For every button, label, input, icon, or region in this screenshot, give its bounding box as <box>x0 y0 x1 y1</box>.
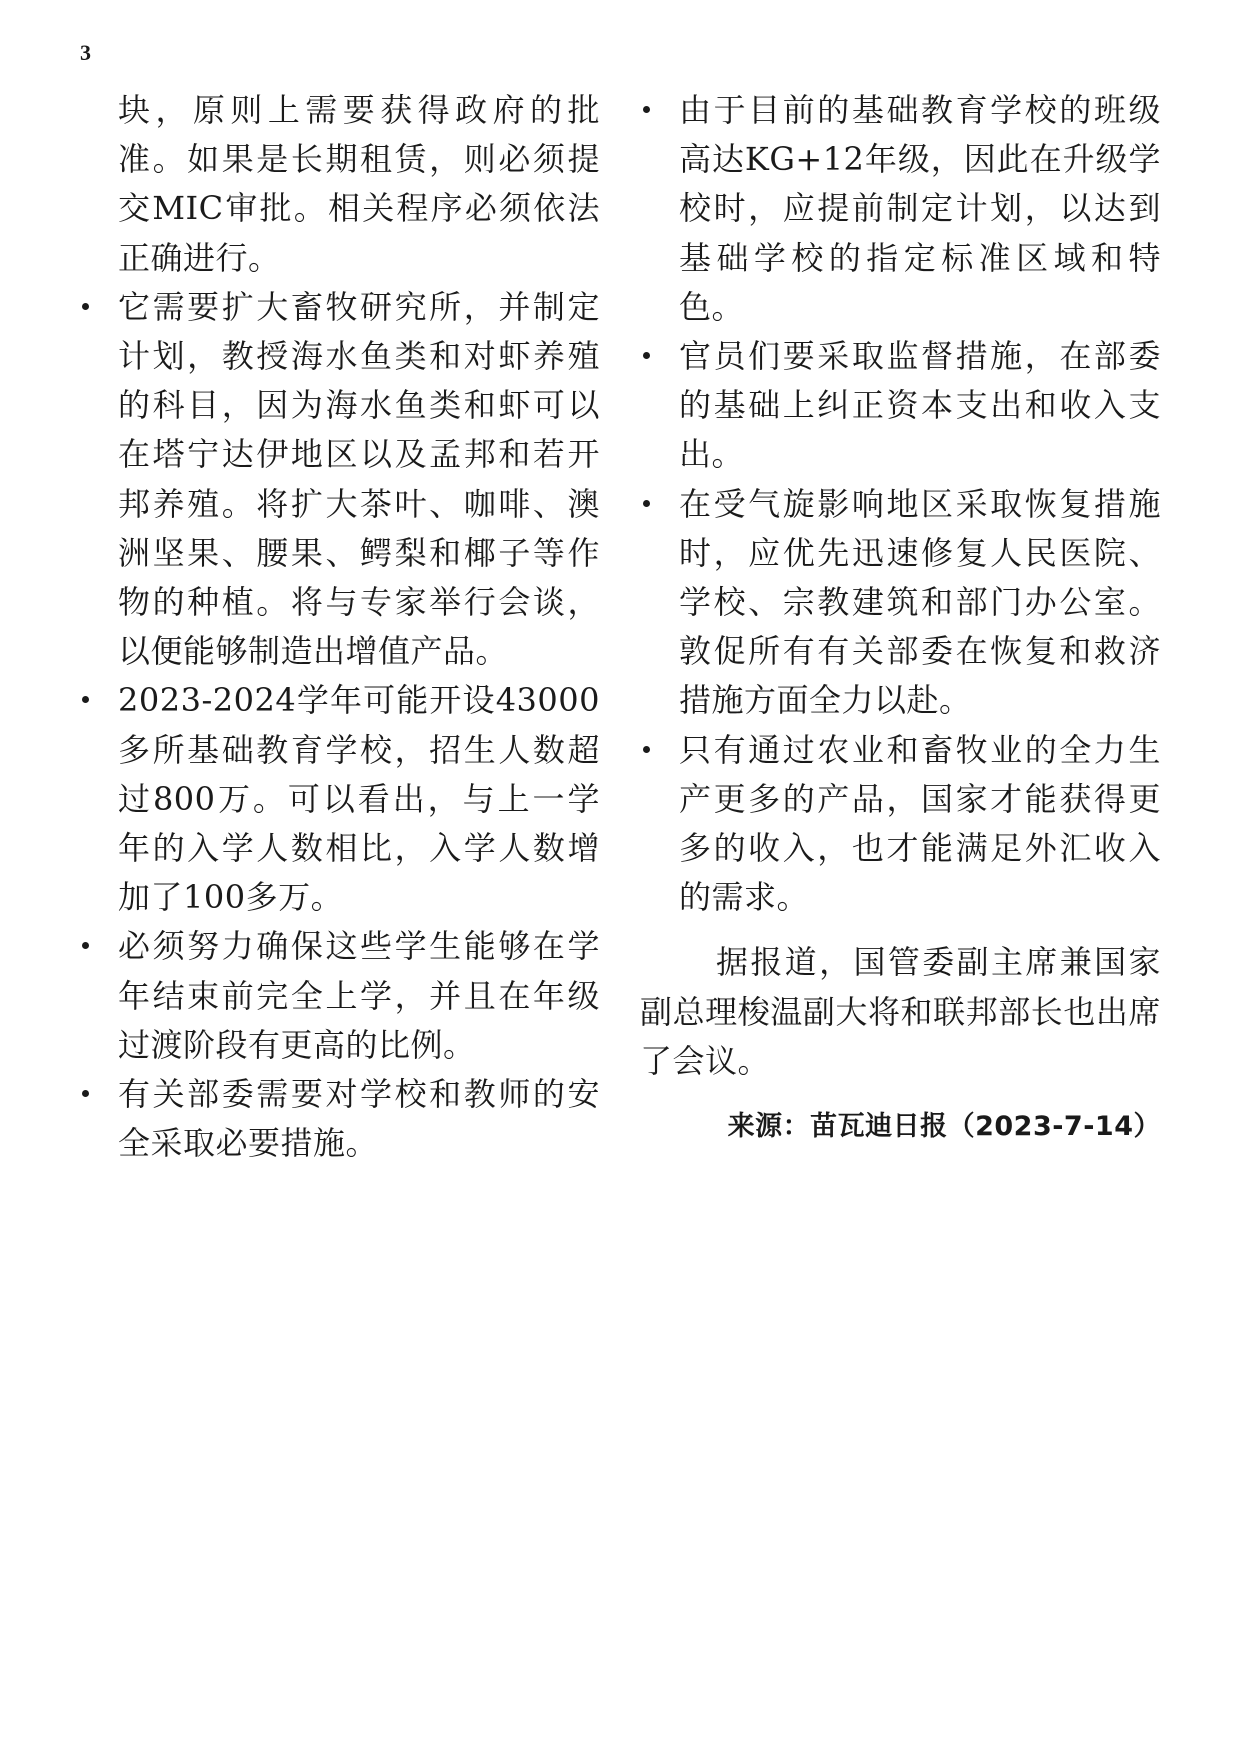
page-number: 3 <box>80 40 91 65</box>
bullet-icon <box>82 1090 89 1097</box>
list-item <box>679 332 1161 480</box>
left-column <box>118 86 600 1168</box>
bullet-icon <box>643 106 650 113</box>
closing-paragraph: 据报道，国管委副主席兼国家副总理梭温副大将和联邦部长也出席了会议。 <box>640 943 1161 1080</box>
list-item-text: 有关部委需要对学校和教师的安全采取必要措施。 <box>118 1075 600 1163</box>
bullet-icon <box>82 303 89 310</box>
list-item-text: 在受气旋影响地区采取恢复措施时，应优先迅速修复人民医院、学校、宗教建筑和部门办公室。敦促所有有关部委在恢复和救济措施方面全力以赴。 <box>679 484 1161 720</box>
list-item <box>118 922 600 1070</box>
list-item-text: 它需要扩大畜牧研究所，并制定计划，教授海水鱼类和对虾养殖的科目，因为海水鱼类和虾可以在塔宁达伊地区以及孟邦和若开邦养殖。将扩大茶叶、咖啡、澳洲坚果、腰果、鳄梨和椰子等作物的种植。将与专家举行会谈，以便能够制造出增值产品。 <box>118 287 600 671</box>
bullet-icon <box>643 500 650 507</box>
right-bullet-list <box>679 86 1161 922</box>
continuation-paragraph: 块，原则上需要获得政府的批准。如果是长期租赁，则必须提交MIC审批。相关程序必须依法正确进行。 <box>118 91 600 277</box>
source-citation: 来源：苗瓦迪日报（2023-7-14） <box>727 1111 1161 1143</box>
bullet-icon <box>82 696 89 703</box>
list-item <box>679 726 1161 923</box>
list-item-text: 官员们要采取监督措施，在部委的基础上纠正资本支出和收入支出。 <box>679 337 1161 474</box>
list-item-text: 2023-2024学年可能开设43000多所基础教育学校，招生人数超过800万。可以看出，与上一学年的入学人数相比，入学人数增加了100多万。 <box>118 681 600 917</box>
list-item <box>118 676 600 922</box>
list-item-text: 只有通过农业和畜牧业的全力生产更多的产品，国家才能获得更多的收入，也才能满足外汇收入的需求。 <box>679 730 1161 917</box>
list-item <box>679 480 1161 726</box>
list-item-text: 必须努力确保这些学生能够在学年结束前完全上学，并且在年级过渡阶段有更高的比例。 <box>118 927 600 1064</box>
bullet-icon <box>82 942 89 949</box>
right-column <box>640 86 1161 1151</box>
list-item <box>679 86 1161 332</box>
left-bullet-list <box>118 283 600 1169</box>
list-item <box>118 283 600 677</box>
bullet-icon <box>643 352 650 359</box>
list-item <box>118 1070 600 1168</box>
bullet-icon <box>643 746 650 753</box>
list-item-text: 由于目前的基础教育学校的班级高达KG+12年级，因此在升级学校时，应提前制定计划，以达到基础学校的指定标准区域和特色。 <box>679 91 1161 326</box>
